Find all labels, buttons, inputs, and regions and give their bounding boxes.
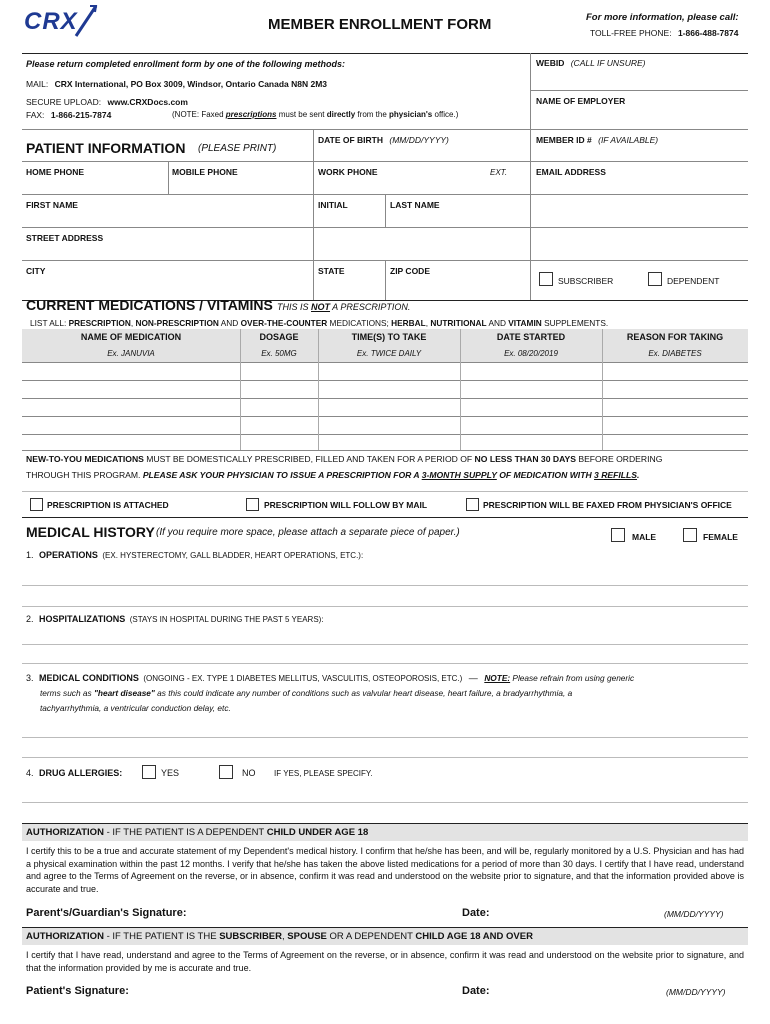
list-all-text: , [130, 318, 136, 328]
example-dosage: Ex. 50MG [261, 349, 297, 358]
female-label: FEMALE [703, 532, 738, 542]
list-all-text: LIST ALL: [30, 318, 69, 328]
male-checkbox[interactable] [611, 528, 625, 542]
info-line: For more information, please call: [586, 12, 739, 23]
q4-line [26, 768, 122, 778]
example-name: Ex. JANUVIA [107, 349, 155, 358]
auth2-title-bold: CHILD AGE 18 AND OVER [415, 931, 533, 942]
mail-address: CRX International, PO Box 3009, Windsor, Ontario Canada N8N 2M3 [54, 79, 328, 89]
webid-label [536, 58, 646, 68]
q3-line [26, 673, 634, 683]
auth1-date-format: (MM/DD/YYYY) [664, 909, 724, 919]
list-all-text: SUPPLEMENTS. [541, 318, 609, 328]
medication-row[interactable] [22, 417, 748, 434]
fax-note-text: must be sent [276, 110, 327, 119]
female-checkbox[interactable] [683, 528, 697, 542]
dob-label [318, 135, 449, 145]
home-phone-label: HOME PHONE [26, 167, 85, 177]
medications-heading: CURRENT MEDICATIONS / VITAMINS [26, 297, 273, 313]
logo-text: CRX [24, 8, 78, 35]
col-reason-header: REASON FOR TAKING [626, 332, 724, 342]
fax-number: 1-866-215-7874 [50, 110, 112, 120]
col-dosage-header: DOSAGE [259, 332, 299, 342]
q2-label: HOSPITALIZATIONS [39, 614, 126, 624]
new-to-you-bold: NEW-TO-YOU MEDICATIONS [26, 454, 144, 464]
operations-field[interactable] [22, 565, 748, 607]
auth2-date-label: Date: [462, 985, 490, 997]
list-all-text: MEDICATIONS; [327, 318, 392, 328]
q1-note: (EX. HYSTERECTOMY, GALL BLADDER, HEART OPERATIONS, ETC.): [102, 551, 364, 560]
new-to-you-text: BEFORE ORDERING [575, 454, 663, 464]
auth1-title-bold: CHILD UNDER AGE 18 [266, 827, 369, 838]
q3-heart-disease: "heart disease" [93, 688, 155, 698]
auth2-title-bold: SPOUSE [287, 931, 327, 942]
upload-line [26, 97, 188, 107]
member-id-label-text: MEMBER ID # [536, 135, 592, 145]
tollfree-number: 1-866-488-7874 [677, 28, 739, 38]
if-yes-label: IF YES, PLEASE SPECIFY. [274, 769, 373, 778]
auth2-date-format: (MM/DD/YYYY) [666, 987, 726, 997]
q3-label: MEDICAL CONDITIONS [39, 673, 139, 683]
col-times-header: TIME(S) TO TAKE [351, 332, 427, 342]
auth1-body: I certify this to be a true and accurate statement of my Dependent's medical history. I confirm that he/she has been, and will be, regularly monitored by a U.S. Physician and has had a physical examination within the past 12 months. I verify that he/she has taken the above listed medications for a period of more than 30 days. I certify that I have read, understand and agree to the Terms of Agreement on the reverse, or in absence, confirm it was read and understood on the website prior to signature, and that the information provided above is accurate and true. [26, 846, 744, 894]
fax-note-physician: physician's [389, 110, 433, 119]
zip-label: ZIP CODE [390, 266, 430, 276]
dob-label-text: DATE OF BIRTH [318, 135, 384, 145]
rx-mail-label: PRESCRIPTION WILL FOLLOW BY MAIL [264, 500, 428, 510]
q3-note-text: terms such as [40, 688, 94, 698]
fax-note-rx: prescriptions [225, 110, 277, 119]
fax-note-text: (NOTE: Faxed [172, 110, 226, 119]
webid-note: (CALL IF UNSURE) [570, 58, 646, 68]
example-started: Ex. 08/20/2019 [504, 349, 558, 358]
subscriber-checkbox[interactable] [539, 272, 553, 286]
rx-attached-checkbox[interactable] [30, 498, 43, 511]
new-to-you-bold: NO LESS THAN 30 DAYS [474, 454, 576, 464]
last-name-field[interactable] [386, 195, 748, 227]
list-all-text: , [425, 318, 431, 328]
medication-row[interactable] [22, 381, 748, 398]
allergies-no-label: NO [242, 768, 256, 778]
col-name-header: NAME OF MEDICATION [80, 332, 182, 342]
auth2-date-field[interactable] [500, 980, 660, 1000]
employer-label: NAME OF EMPLOYER [536, 96, 626, 106]
q3-dash: — [468, 673, 478, 683]
fax-note-text: office.) [432, 110, 459, 119]
parent-signature-field[interactable] [205, 902, 455, 922]
medication-row[interactable] [22, 363, 748, 380]
patient-signature-label: Patient's Signature: [26, 985, 129, 997]
crx-logo [24, 2, 104, 44]
dependent-label: DEPENDENT [667, 276, 720, 286]
auth2-title [26, 931, 533, 942]
return-methods-intro: Please return completed enrollment form by one of the following methods: [26, 59, 346, 69]
three-month-supply: 3-MONTH SUPPLY [421, 470, 497, 480]
q2-note: (STAYS IN HOSPITAL DURING THE PAST 5 YEARS): [129, 615, 324, 624]
new-to-you-text: THROUGH THIS PROGRAM. [26, 470, 143, 480]
fax-note [172, 110, 458, 119]
parent-signature-label: Parent's/Guardian's Signature: [26, 907, 187, 919]
auth2-title-text: OR A DEPENDENT [326, 931, 416, 942]
mail-label: MAIL: [26, 79, 49, 89]
new-to-you-line-1 [26, 454, 662, 464]
not-rx-not: NOT [311, 302, 331, 312]
mobile-phone-label: MOBILE PHONE [172, 167, 238, 177]
rx-faxed-label: PRESCRIPTION WILL BE FAXED FROM PHYSICIAN'S OFFICE [483, 500, 732, 510]
medication-row[interactable] [22, 399, 748, 416]
col-started-header: DATE STARTED [496, 332, 566, 342]
allergies-yes-checkbox[interactable] [142, 765, 156, 779]
new-to-you-bold: PLEASE ASK YOUR PHYSICIAN TO ISSUE A PRESCRIPTION FOR A [142, 470, 422, 480]
list-all-text: AND [486, 318, 509, 328]
q1-label: OPERATIONS [39, 550, 98, 560]
hospitalizations-field[interactable] [22, 628, 748, 664]
q1-num: 1. [26, 550, 34, 560]
medication-row[interactable] [22, 435, 748, 450]
q3-note-text: as this could indicate any number of conditions such as valvular heart disease, heart failure, a bradyarrhythmia, a [154, 688, 573, 698]
list-all-text: AND [218, 318, 241, 328]
patient-info-note: (PLEASE PRINT) [198, 143, 277, 154]
member-id-label [536, 135, 658, 145]
auth1-title [26, 827, 368, 838]
fax-label: FAX: [26, 110, 45, 120]
not-rx-text: A PRESCRIPTION. [330, 302, 411, 312]
medical-history-note: (If you require more space, please attach a separate piece of paper.) [156, 527, 460, 538]
tollfree-line [590, 28, 738, 38]
q3-note-line-3: tachyarrhythmia, a ventricular conduction delay, etc. [40, 703, 231, 713]
q3-note: (ONGOING - EX. TYPE 1 DIABETES MELLITUS, VASCULITIS, OSTEOPOROSIS, ETC.) [143, 674, 463, 683]
q3-note-label: NOTE: [484, 673, 511, 683]
rx-faxed-checkbox[interactable] [466, 498, 479, 511]
fax-line [26, 110, 111, 120]
list-all-line [30, 318, 608, 328]
new-to-you-bold: OF MEDICATION WITH [496, 470, 595, 480]
list-all-bold: HERBAL [391, 318, 426, 328]
q3-note-line-2 [40, 688, 572, 698]
list-all-bold: NUTRITIONAL [430, 318, 487, 328]
auth1-date-field[interactable] [500, 902, 660, 922]
subscriber-label: SUBSCRIBER [558, 276, 614, 286]
ext-label: EXT. [490, 168, 508, 177]
first-name-label: FIRST NAME [26, 200, 78, 210]
fax-note-text: from the [355, 110, 389, 119]
allergies-no-checkbox[interactable] [219, 765, 233, 779]
q2-num: 2. [26, 614, 34, 624]
auth1-title-bold: AUTHORIZATION [26, 827, 104, 838]
auth2-title-text: , [282, 931, 288, 942]
list-all-bold: VITAMIN [508, 318, 542, 328]
male-label: MALE [632, 532, 657, 542]
email-label: EMAIL ADDRESS [536, 167, 606, 177]
tollfree-label: TOLL-FREE PHONE: [590, 28, 672, 38]
list-all-bold: NON-PRESCRIPTION [135, 318, 219, 328]
street-label: STREET ADDRESS [26, 233, 104, 243]
patient-info-heading: PATIENT INFORMATION [26, 140, 186, 156]
q4-label: DRUG ALLERGIES: [39, 768, 123, 778]
auth2-title-bold: SUBSCRIBER [219, 931, 282, 942]
three-refills: 3 REFILLS [594, 470, 638, 480]
q2-line [26, 614, 324, 624]
q3-note-text: Please refrain from using generic [510, 673, 635, 683]
auth1-date-label: Date: [462, 907, 490, 919]
street-field[interactable] [22, 228, 748, 260]
medical-history-heading: MEDICAL HISTORY [26, 524, 155, 540]
member-id-note: (IF AVAILABLE) [598, 135, 659, 145]
q4-num: 4. [26, 768, 34, 778]
q3-num: 3. [26, 673, 34, 683]
not-prescription-note [277, 302, 410, 312]
fax-note-directly: directly [326, 110, 356, 119]
auth1-title-text: - IF THE PATIENT IS A DEPENDENT [103, 827, 267, 838]
new-to-you-bold: . [637, 470, 640, 480]
state-label: STATE [318, 266, 345, 276]
q1-line [26, 550, 363, 560]
mail-line [26, 79, 327, 89]
dob-note: (MM/DD/YYYY) [389, 135, 449, 145]
new-to-you-line-2 [26, 470, 639, 480]
medications-table [22, 329, 748, 450]
not-rx-text: THIS IS [277, 302, 312, 312]
patient-signature-field[interactable] [150, 980, 450, 1000]
initial-label: INITIAL [318, 200, 348, 210]
list-all-bold: PRESCRIPTION [68, 318, 131, 328]
form-title: MEMBER ENROLLMENT FORM [268, 16, 492, 33]
webid-label-text: WEBID [536, 58, 565, 68]
rx-mail-checkbox[interactable] [246, 498, 259, 511]
example-reason: Ex. DIABETES [648, 349, 702, 358]
allergies-yes-label: YES [161, 768, 180, 778]
work-phone-label: WORK PHONE [318, 167, 378, 177]
city-label: CITY [26, 266, 46, 276]
example-times: Ex. TWICE DAILY [356, 349, 422, 358]
new-to-you-text: MUST BE DOMESTICALLY PRESCRIBED, FILLED AND TAKEN FOR A PERIOD OF [143, 454, 475, 464]
auth2-body: I certify that I have read, understand and agree to the Terms of Agreement on the reverse, or in absence, confirm it was read and understood on the website prior to signature, and that the information provided by me is accurate and true. [26, 950, 744, 973]
list-all-bold: OVER-THE-COUNTER [240, 318, 328, 328]
auth2-title-bold: AUTHORIZATION [26, 931, 104, 942]
upload-label: SECURE UPLOAD: [26, 97, 102, 107]
last-name-label: LAST NAME [390, 200, 440, 210]
rx-attached-label: PRESCRIPTION IS ATTACHED [47, 500, 169, 510]
city-field[interactable] [22, 261, 312, 299]
dependent-checkbox[interactable] [648, 272, 662, 286]
upload-site[interactable]: www.CRXDocs.com [107, 97, 188, 107]
auth2-title-text: - IF THE PATIENT IS THE [103, 931, 220, 942]
